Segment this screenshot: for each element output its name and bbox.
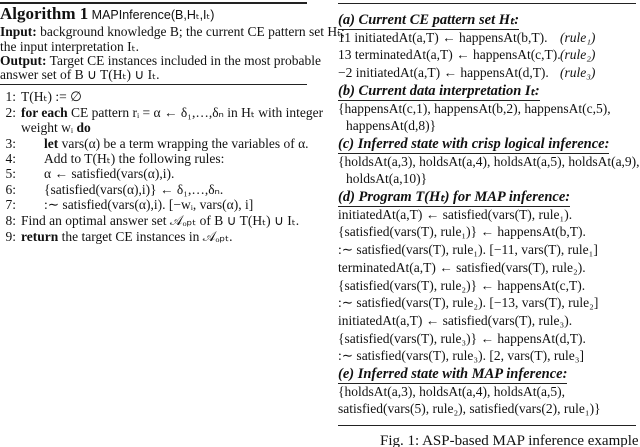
- algorithm-name: MAPInference(B,Hₜ,Iₜ): [91, 8, 215, 22]
- figure-line: :∼ satisfied(vars(T), rule₂). [−13, vars(T), rule₂]: [338, 295, 599, 311]
- step-number: 8:: [5, 213, 16, 228]
- step-keyword: return: [21, 229, 59, 244]
- algorithm-step: [21, 120, 91, 136]
- pattern-rule: 11 initiatedAt(a,T) ← happensAt(b,T).: [338, 29, 548, 45]
- figure-bottom-rule: [338, 425, 636, 426]
- figure-line: initiatedAt(a,T) ← satisfied(vars(T), rule₁).: [338, 206, 573, 222]
- algorithm-step: [0, 151, 224, 167]
- step-keyword: for each: [21, 105, 68, 120]
- step-text: α ← satisfied(vars(α),i).: [44, 166, 175, 181]
- algorithm-step: [0, 89, 82, 105]
- step-number: 4:: [5, 151, 16, 166]
- algorithm-step: [0, 166, 174, 182]
- input-label: Input:: [0, 24, 37, 39]
- rule-label: (rule₂): [560, 47, 596, 63]
- step-number: 3:: [5, 136, 16, 151]
- output-text: Target CE instances included in the most probable: [49, 53, 322, 68]
- figure-line: :∼ satisfied(vars(T), rule₃). [2, vars(T), rule₃]: [338, 348, 585, 364]
- step-number: 2:: [5, 105, 16, 120]
- algorithm-step: [0, 229, 233, 245]
- figure-caption: Fig. 1: ASP-based MAP inference example: [380, 433, 639, 447]
- section-e-heading: (e) Inferred state with MAP inference:: [338, 366, 568, 382]
- figure-line: satisfied(vars(5), rule₂), satisfied(vars(2), rule₁)}: [338, 401, 601, 417]
- step-number: 6:: [5, 182, 16, 197]
- section-d-heading: (d) Program T(Hₜ) for MAP inference:: [338, 189, 571, 205]
- step-text: vars(α) be a term wrapping the variables of α.: [58, 136, 309, 151]
- rule-label: (rule₁): [560, 29, 596, 45]
- figure-line: terminatedAt(a,T) ← satisfied(vars(T), rule₂).: [338, 259, 586, 275]
- step-number: 9:: [5, 229, 16, 244]
- step-text: the target CE instances in 𝒜ₒₚₜ.: [58, 229, 233, 244]
- input-text: background knowledge B; the current CE pattern set Hₜ;: [40, 24, 345, 39]
- section-a-heading: (a) Current CE pattern set Hₜ:: [338, 12, 520, 28]
- step-number: 7:: [5, 197, 16, 212]
- step-text: Find an optimal answer set 𝒜ₒₚₜ of B ∪ T(Hₜ) ∪ Iₜ.: [21, 213, 300, 228]
- step-text: {satisfied(vars(α),i)} ← δ₁,…,δₙ.: [44, 182, 224, 197]
- figure-line: {satisfied(vars(T), rule₃)} ← happensAt(d,T).: [338, 330, 586, 346]
- figure-line: {holdsAt(a,3), holdsAt(a,4), holdsAt(a,5), holdsAt(a,9),: [338, 153, 640, 169]
- pattern-rule: 13 terminatedAt(a,T) ← happensAt(c,T).: [338, 47, 561, 63]
- figure-line: :∼ satisfied(vars(T), rule₁). [−11, vars(T), rule₁]: [338, 242, 598, 258]
- algorithm-input: [0, 24, 345, 40]
- rule-label: (rule₃): [560, 65, 596, 81]
- step-text: CE pattern rᵢ = α ← δ₁,…,δₙ in Hₜ with integer: [67, 105, 324, 120]
- output-label: Output:: [0, 53, 47, 68]
- step-number: 1:: [5, 89, 16, 104]
- algorithm-title: [0, 6, 214, 23]
- step-keyword: do: [76, 120, 91, 135]
- step-text: Add to T(Hₜ) the following rules:: [44, 151, 225, 166]
- algorithm-step: [0, 182, 223, 198]
- step-keyword: let: [44, 136, 59, 151]
- figure-line: holdsAt(a,10)}: [346, 171, 428, 187]
- input-text-cont: the input interpretation Iₜ.: [0, 39, 139, 54]
- algorithm-step: [0, 136, 309, 152]
- section-b-heading: (b) Current data interpretation Iₜ:: [338, 82, 540, 99]
- step-text: T(Hₜ) := ∅: [21, 89, 82, 104]
- figure-line: {happensAt(c,1), happensAt(b,2), happensAt(c,5),: [338, 100, 611, 116]
- figure-line: {satisfied(vars(T), rule₁)} ← happensAt(b,T).: [338, 224, 586, 240]
- algorithm-label: Algorithm 1: [0, 4, 89, 23]
- section-c-heading: (c) Inferred state with crisp logical inference:: [338, 135, 610, 152]
- figure-line: initiatedAt(a,T) ← satisfied(vars(T), rule₃).: [338, 312, 573, 328]
- figure-top-rule: [338, 3, 636, 4]
- step-number: 5:: [5, 166, 16, 181]
- figure-line: {satisfied(vars(T), rule₂)} ← happensAt(c,T).: [338, 277, 586, 293]
- algorithm-mid-rule: [0, 84, 307, 85]
- algorithm-step: [0, 197, 253, 213]
- algorithm-step: [0, 105, 323, 121]
- algorithm-step: [0, 213, 299, 229]
- figure-line: happensAt(d,8)}: [346, 118, 437, 134]
- step-text: weight wᵢ: [21, 120, 77, 135]
- step-text: :∼ satisfied(vars(α),i). [−wᵢ, vars(α), i]: [44, 197, 254, 212]
- figure-line: {holdsAt(a,3), holdsAt(a,4), holdsAt(a,5),: [338, 383, 565, 399]
- output-text-cont: answer set of B ∪ T(Hₜ) ∪ Iₜ.: [0, 67, 160, 82]
- pattern-rule: −2 initiatedAt(a,T) ← happensAt(d,T).: [338, 65, 549, 81]
